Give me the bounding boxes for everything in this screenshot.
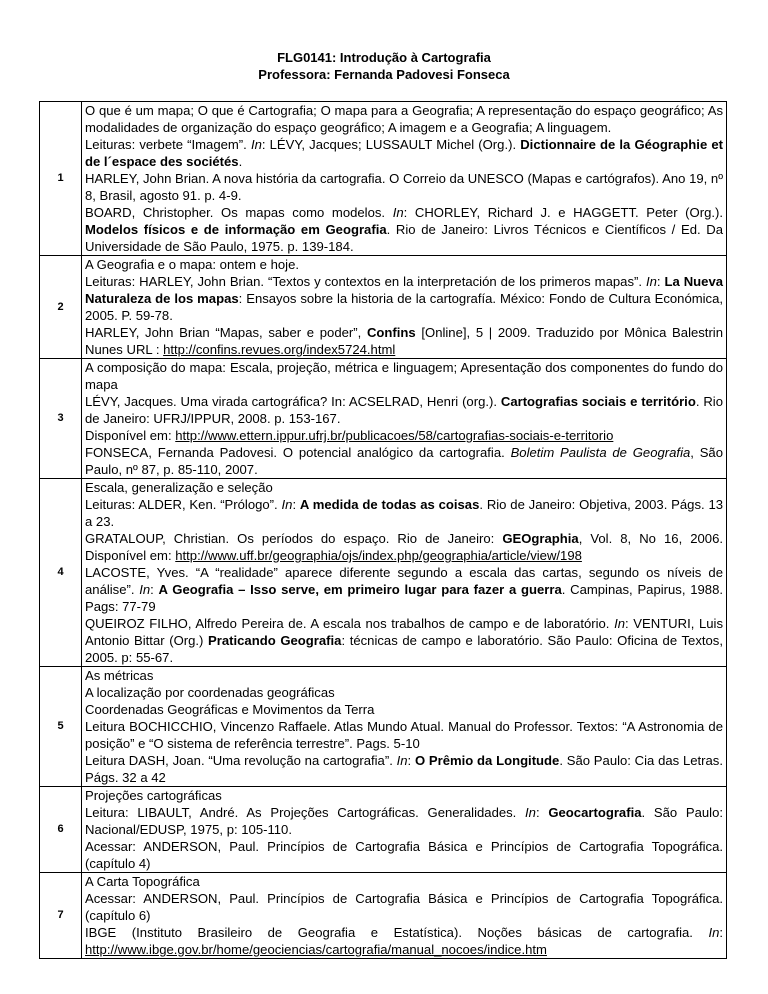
syllabus-table: [39, 101, 727, 959]
class-number: 5: [40, 667, 82, 787]
reading-entry: Escala, generalização e seleção: [85, 480, 273, 495]
reading-entry: Coordenadas Geográficas e Movimentos da Terra: [85, 702, 375, 717]
reading-entry: GRATALOUP, Christian. Os períodos do espaço. Rio de Janeiro: GEOgraphia, Vol. 8, No 16, 2006. Disponível em: http://www.uff.br/geographia/ojs/index.php/geographia/article/view/198: [85, 531, 724, 563]
syllabus-row: [40, 359, 727, 479]
reading-entry: Leitura: LIBAULT, André. As Projeções Cartográficas. Generalidades. In: Geocartografia. São Paulo: Nacional/EDUSP, 1975, p: 105-110.: [85, 805, 724, 837]
reading-entry: Disponível em: http://www.ettern.ippur.ufrj.br/publicacoes/58/cartografias-sociais-e-territorio: [85, 428, 614, 443]
reading-entry: Leituras: ALDER, Ken. “Prólogo”. In: A medida de todas as coisas. Rio de Janeiro: Objetiva, 2003. Págs. 13 a 23.: [85, 497, 724, 529]
reading-entry: HARLEY, John Brian “Mapas, saber e poder”, Confins [Online], 5 | 2009. Traduzido por Mônica Balestrin Nunes URL : http://confins.revues.org/index5724.html: [85, 325, 723, 357]
syllabus-row: [40, 787, 727, 873]
reading-entry: Leitura DASH, Joan. “Uma revolução na cartografia”. In: O Prêmio da Longitude. São Paulo: Cia das Letras. Págs. 32 a 42: [85, 753, 723, 785]
class-number: 1: [40, 102, 82, 256]
document-header: [0, 49, 768, 83]
class-content: [82, 479, 727, 667]
syllabus-row: [40, 102, 727, 256]
reference-link[interactable]: http://www.ibge.gov.br/home/geociencias/cartografia/manual_nocoes/indice.htm: [85, 942, 547, 957]
reference-link[interactable]: http://www.uff.br/geographia/ojs/index.php/geographia/article/view/198: [175, 548, 582, 563]
class-content: [82, 359, 727, 479]
syllabus-row: [40, 667, 727, 787]
class-content: [82, 102, 727, 256]
reading-entry: Leituras: HARLEY, John Brian. “Textos y contextos en la interpretación de los primeros mapas”. In: La Nueva Naturaleza de los mapas: Ensayos sobre la historia de la cartografía. México: Fondo de Cultura Económica, 2005. P. 59-78.: [85, 274, 724, 323]
reading-entry: Projeções cartográficas: [85, 788, 222, 803]
reading-entry: Leituras: verbete “Imagem”. In: LÉVY, Jacques; LUSSAULT Michel (Org.). Dictionnaire de la Géographie et de l´espace des sociétés.: [85, 137, 723, 169]
reading-entry: HARLEY, John Brian. A nova história da cartografia. O Correio da UNESCO (Mapas e cartógrafos). Ano 19, nº 8, Brasil, agosto 91. p. 4-9.: [85, 171, 723, 203]
reading-entry: FONSECA, Fernanda Padovesi. O potencial analógico da cartografia. Boletim Paulista de Geografia, São Paulo, nº 87, p. 85-110, 2007.: [85, 445, 723, 477]
reference-link[interactable]: http://www.ettern.ippur.ufrj.br/publicacoes/58/cartografias-sociais-e-territorio: [175, 428, 614, 443]
reading-entry: LÉVY, Jacques. Uma virada cartográfica? In: ACSELRAD, Henri (org.). Cartografias sociais e território. Rio de Janeiro: UFRJ/IPPUR, 2008. p. 153-167.: [85, 394, 723, 426]
class-content: [82, 667, 727, 787]
reading-entry: Acessar: ANDERSON, Paul. Princípios de Cartografia Básica e Princípios de Cartografia Topográfica. (capítulo 6): [85, 891, 723, 923]
class-number: 2: [40, 256, 82, 359]
class-number: 6: [40, 787, 82, 873]
course-title: FLG0141: Introdução à Cartografia: [277, 50, 491, 65]
syllabus-row: [40, 873, 727, 959]
reading-entry: A Geografia e o mapa: ontem e hoje.: [85, 257, 300, 272]
reading-entry: IBGE (Instituto Brasileiro de Geografia e Estatística). Noções básicas de cartografia. In: http://www.ibge.gov.br/home/geociencias/cartografia/manual_nocoes/indice.htm: [85, 925, 723, 957]
reading-entry: A composição do mapa: Escala, projeção, métrica e linguagem; Apresentação dos componentes do fundo do mapa: [85, 360, 723, 392]
reading-entry: Acessar: ANDERSON, Paul. Princípios de Cartografia Básica e Princípios de Cartografia Topográfica. (capítulo 4): [85, 839, 723, 871]
reading-entry: LACOSTE, Yves. “A “realidade” aparece diferente segundo a escala das cartas, segundo os níveis de análise”. In: A Geografia – Isso serve, em primeiro lugar para fazer a guerra. Campinas, Papirus, 1988. Pags: 77-79: [85, 565, 723, 614]
class-number: 7: [40, 873, 82, 959]
syllabus-row: [40, 256, 727, 359]
reference-link[interactable]: http://confins.revues.org/index5724.html: [163, 342, 396, 357]
reading-entry: A Carta Topográfica: [85, 874, 200, 889]
reading-entry: O que é um mapa; O que é Cartografia; O mapa para a Geografia; A representação do espaço geográfico; As modalidades de organização do espaço geográfico; A imagem e a Geografia; A linguagem.: [85, 103, 723, 135]
reading-entry: As métricas: [85, 668, 154, 683]
class-content: [82, 787, 727, 873]
reading-entry: QUEIROZ FILHO, Alfredo Pereira de. A escala nos trabalhos de campo e de laboratório. In: VENTURI, Luis Antonio Bittar (Org.) Praticando Geografia: técnicas de campo e laboratório. São Paulo: Oficina de Textos, 2005. p: 55-67.: [85, 616, 723, 665]
class-number: 3: [40, 359, 82, 479]
syllabus-row: [40, 479, 727, 667]
reading-entry: A localização por coordenadas geográficas: [85, 685, 335, 700]
reading-entry: BOARD, Christopher. Os mapas como modelos. In: CHORLEY, Richard J. e HAGGETT. Peter (Org.). Modelos físicos e de informação em Geografia. Rio de Janeiro: Livros Técnicos e Científicos / Ed. Da Universidade de São Paulo, 1975. p. 139-184.: [85, 205, 723, 254]
class-number: 4: [40, 479, 82, 667]
reading-entry: Leitura BOCHICCHIO, Vincenzo Raffaele. Atlas Mundo Atual. Manual do Professor. Textos: “A Astronomia de posição” e “O sistema de referência terrestre”. Pags. 5-10: [85, 719, 723, 751]
class-content: [82, 256, 727, 359]
professor-name: Professora: Fernanda Padovesi Fonseca: [258, 67, 510, 82]
class-content: [82, 873, 727, 959]
